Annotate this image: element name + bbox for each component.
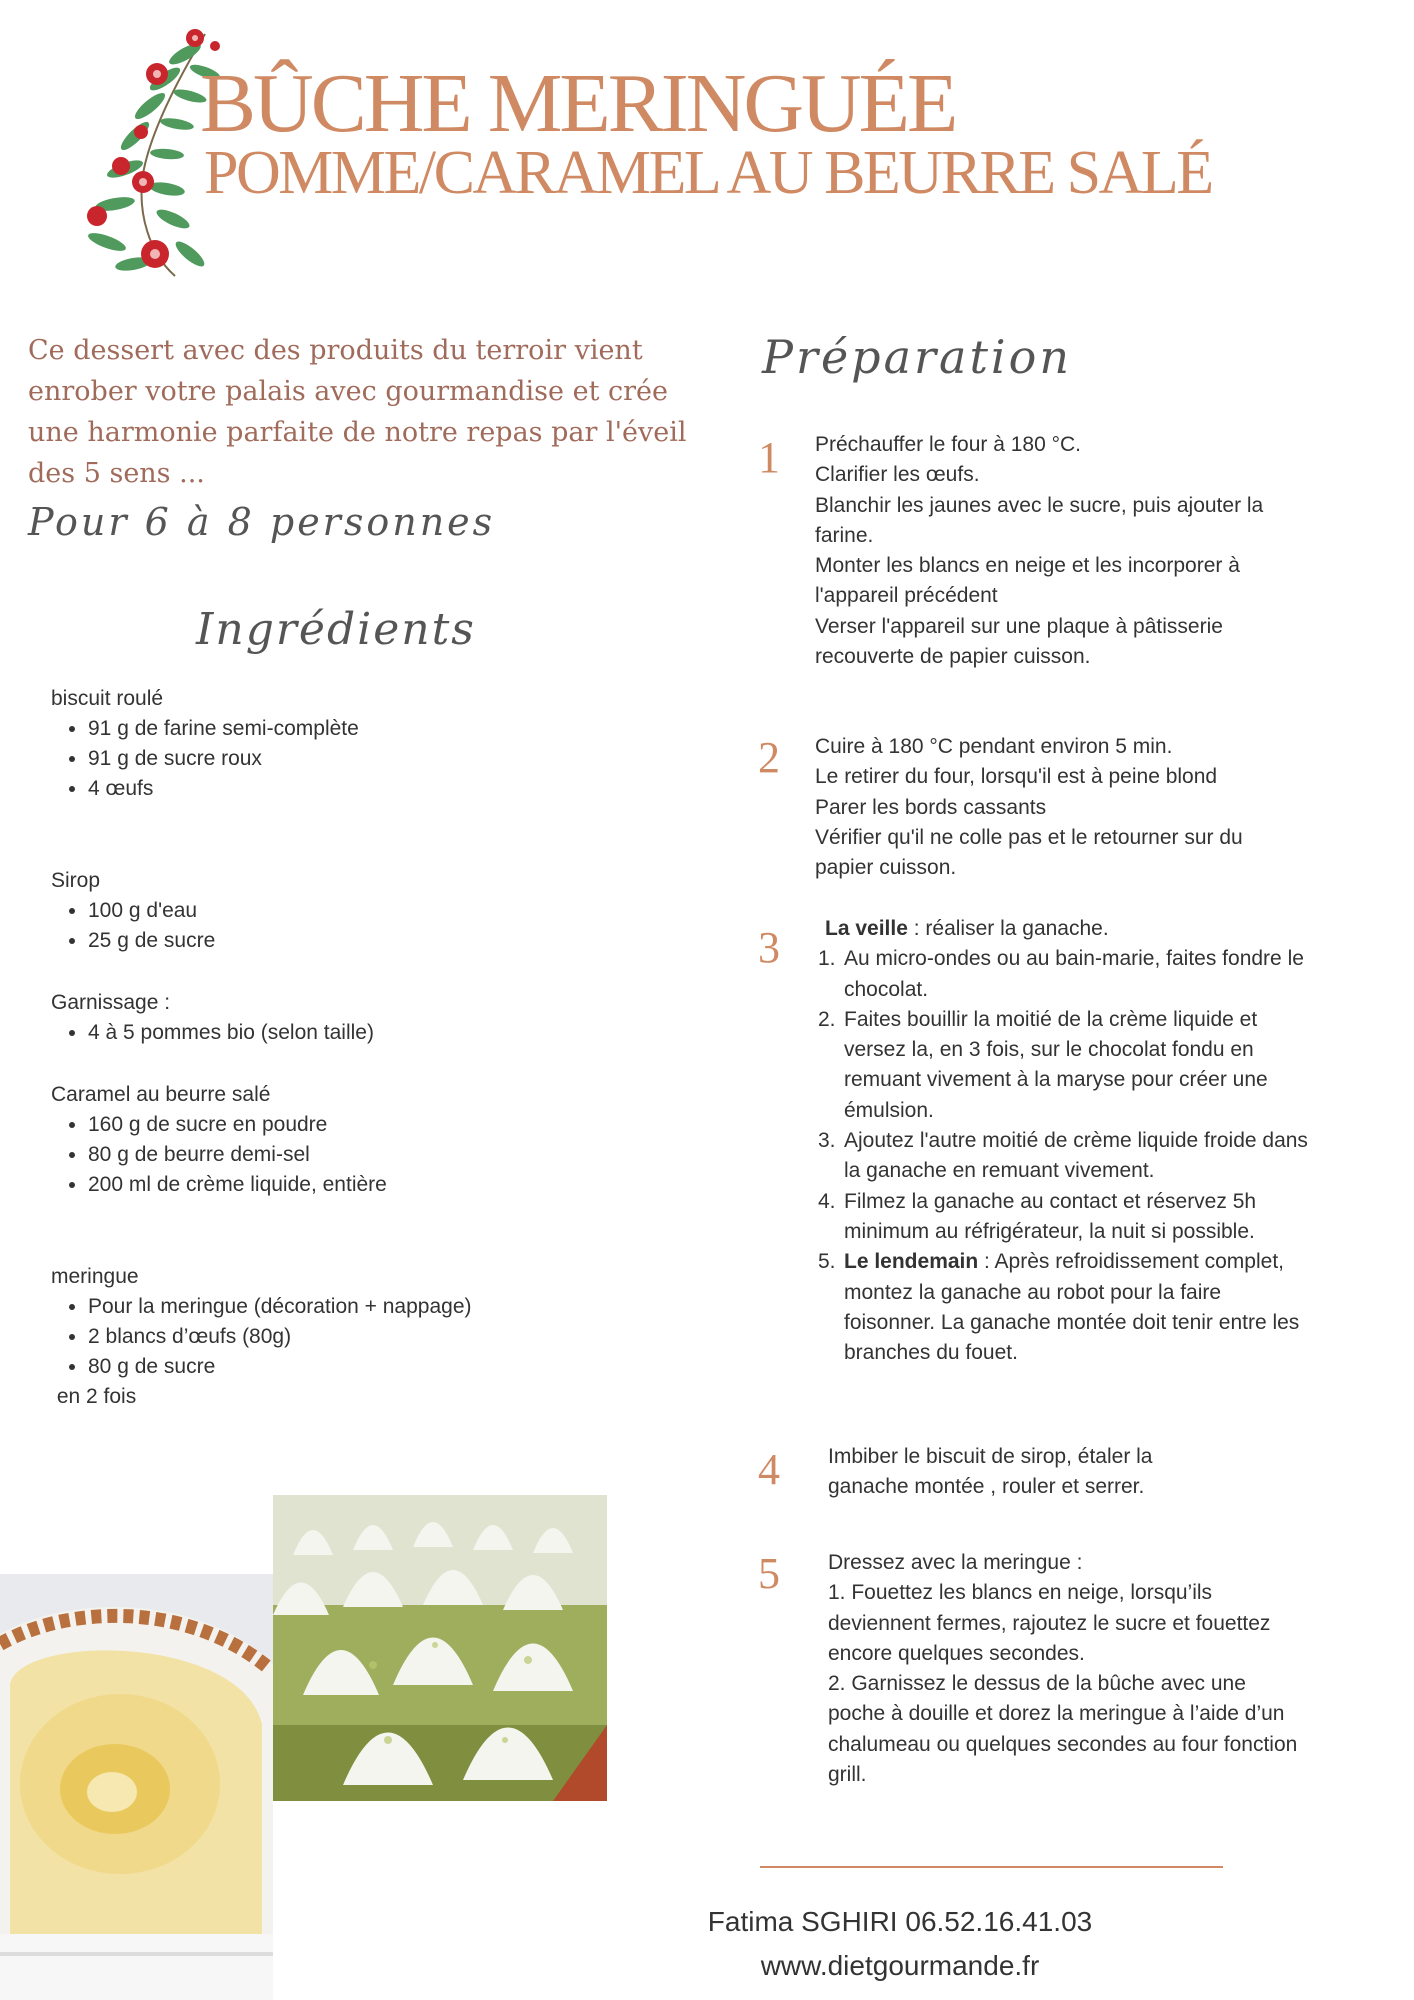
ingredient-item: • 200 ml de crème liquide, entière bbox=[88, 1170, 611, 1200]
step-line: : réaliser la ganache. bbox=[907, 917, 1109, 940]
ingredient-note: en 2 fois bbox=[51, 1385, 137, 1408]
ingredient-group-title: Sirop bbox=[51, 869, 101, 892]
step-line: Dressez avec la meringue : bbox=[828, 1551, 1083, 1574]
step-line: 2. Garnissez le dessus de la bûche avec une poche à douille et dorez la meringue à l’aide d’un chalumeau ou quelques secondes au four fonction grill. bbox=[828, 1672, 1298, 1787]
ingredient-group-meringue bbox=[51, 1262, 611, 1412]
step-line: Verser l'appareil sur une plaque à pâtisserie recouverte de papier cuisson. bbox=[815, 614, 1223, 669]
ingredient-item: • 4 œufs bbox=[88, 774, 611, 804]
ingredient-item: • 100 g d'eau bbox=[88, 896, 611, 926]
ingredient-item: • 80 g de sucre bbox=[88, 1352, 611, 1382]
step-3-text bbox=[818, 914, 1308, 1368]
portions-heading: Pour 6 à 8 personnes bbox=[28, 500, 496, 544]
step-line: Vérifier qu'il ne colle pas et le retourner sur du papier cuisson. bbox=[815, 825, 1243, 880]
ingredient-item: • 2 blancs d’œufs (80g) bbox=[88, 1322, 611, 1352]
step-2-text bbox=[815, 732, 1305, 883]
ingredient-group-biscuit bbox=[51, 684, 611, 804]
step-line: 1. Fouettez les blancs en neige, lorsqu’ils deviennent fermes, rajoutez le sucre et fouettez encore quelques secondes. bbox=[828, 1581, 1271, 1665]
step-subitem: 2. Faites bouillir la moitié de la crème liquide et versez la, en 3 fois, sur le chocolat fondu en remuant vivement à la maryse pour créer une émulsion. bbox=[818, 1007, 1268, 1122]
ingredient-item: • 91 g de sucre roux bbox=[88, 744, 611, 774]
ingredient-item: • 91 g de farine semi-complète bbox=[88, 714, 611, 744]
ingredient-item: • 160 g de sucre en poudre bbox=[88, 1110, 611, 1140]
step-subitem: 3. Ajoutez l'autre moitié de crème liquide froide dans la ganache en remuant vivement. bbox=[818, 1129, 1308, 1183]
footer-contact: Fatima SGHIRI 06.52.16.41.03 bbox=[707, 1906, 1093, 1937]
ingredient-group-title: meringue bbox=[51, 1265, 139, 1288]
step-number: 2 bbox=[758, 733, 780, 782]
step-subitem: 5. Le lendemain : Après refroidissement complet, montez la ganache au robot pour la faire foisonner. La ganache montée doit tenir entre les branches du fouet. bbox=[818, 1250, 1300, 1365]
step-line: Le retirer du four, lorsqu'il est à peine blond bbox=[815, 765, 1218, 789]
ingredient-item: • 80 g de beurre demi-sel bbox=[88, 1140, 611, 1170]
footer-divider bbox=[760, 1866, 1223, 1868]
ingredient-group-title: biscuit roulé bbox=[51, 687, 164, 710]
ingredient-item: • Pour la meringue (décoration + nappage) bbox=[88, 1292, 611, 1322]
meringue-photo bbox=[273, 1495, 607, 1801]
step-4-text bbox=[828, 1442, 1218, 1503]
ingredient-group-sirop bbox=[51, 866, 611, 956]
step-subitem: 4. Filmez la ganache au contact et réservez 5h minimum au réfrigérateur, la nuit si possible. bbox=[818, 1189, 1257, 1243]
ingredient-group-title: Caramel au beurre salé bbox=[51, 1083, 271, 1106]
ingredient-group-title: Garnissage : bbox=[51, 991, 171, 1014]
step-1-text bbox=[815, 430, 1305, 672]
buche-photo bbox=[0, 1574, 273, 2000]
step-line: Blanchir les jaunes avec le sucre, puis ajouter la farine. bbox=[815, 493, 1264, 547]
step-line: Imbiber le biscuit de sirop, étaler la ganache montée , rouler et serrer. bbox=[828, 1445, 1153, 1499]
ingredient-item: • 25 g de sucre bbox=[88, 926, 611, 956]
step-line: Préchauffer le four à 180 °C. bbox=[815, 433, 1081, 456]
ingredients-heading: Ingrédients bbox=[196, 604, 476, 655]
intro-text: Ce dessert avec des produits du terroir vient enrober votre palais avec gourmandise et crée une harmonie parfaite de notre repas par l'éveil des 5 sens ... bbox=[28, 335, 687, 489]
step-subitem: 1. Au micro-ondes ou au bain-marie, faites fondre le chocolat. bbox=[818, 947, 1304, 1001]
step-line: Parer les bords cassants bbox=[815, 795, 1047, 819]
preparation-heading: Préparation bbox=[762, 330, 1072, 384]
recipe-title-line1: BÛCHE MERINGUÉE bbox=[200, 57, 956, 150]
step-bold: La veille bbox=[825, 917, 908, 940]
step-line: Monter les blancs en neige et les incorporer à l'appareil précédent bbox=[815, 554, 1240, 608]
ingredient-group-caramel bbox=[51, 1080, 611, 1200]
step-number: 1 bbox=[758, 433, 780, 482]
step-number: 3 bbox=[758, 923, 780, 972]
recipe-title-line2: POMME/CARAMEL AU BEURRE SALÉ bbox=[204, 139, 1212, 207]
step-line: Cuire à 180 °C pendant environ 5 min. bbox=[815, 735, 1173, 758]
step-number: 4 bbox=[758, 1445, 780, 1494]
step-5-text bbox=[828, 1548, 1308, 1790]
ingredient-item: • 4 à 5 pommes bio (selon taille) bbox=[88, 1018, 611, 1048]
step-line: Clarifier les œufs. bbox=[815, 463, 980, 487]
ingredient-group-garnissage bbox=[51, 988, 611, 1048]
footer-website[interactable]: www.dietgourmande.fr bbox=[760, 1950, 1040, 1981]
step-number: 5 bbox=[758, 1549, 780, 1598]
